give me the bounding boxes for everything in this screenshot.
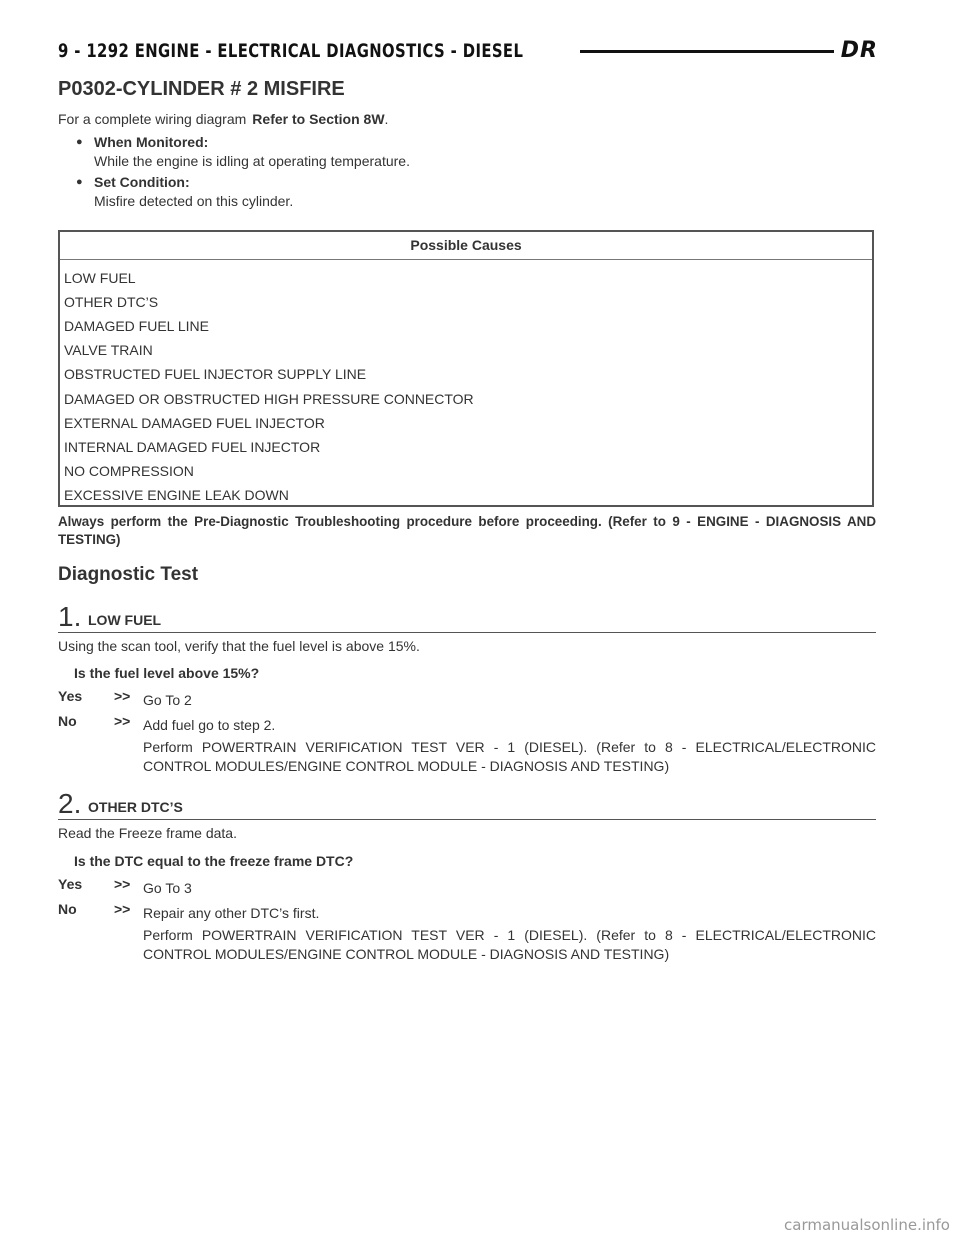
answer-arrow: >> — [114, 876, 131, 892]
cause-item: INTERNAL DAMAGED FUEL INJECTOR — [64, 439, 321, 455]
wiring-reference-link[interactable]: Refer to Section 8W — [252, 111, 385, 127]
cause-item: OBSTRUCTED FUEL INJECTOR SUPPLY LINE — [64, 366, 367, 382]
brand-logo: DR — [840, 38, 878, 63]
answer-arrow: >> — [114, 901, 131, 917]
header-title: 9 - 1292 ENGINE - ELECTRICAL DIAGNOSTICS - DIESEL — [58, 40, 524, 62]
bullet-label: Set Condition: — [94, 174, 190, 190]
answer-no-verification: Perform POWERTRAIN VERIFICATION TEST VER - 1 (DIESEL). (Refer to 8 - ELECTRICAL/ELECTRONIC CONTROL MODULES/ENGINE CONTROL MODULE - DIAGNOSIS AND TESTING) — [143, 927, 876, 962]
answer-arrow: >> — [114, 713, 131, 729]
answer-no-label: No — [58, 713, 77, 729]
cause-item: OTHER DTC’S — [64, 294, 159, 310]
page-header — [58, 36, 878, 66]
bullet-dot-icon: ● — [76, 176, 83, 188]
cause-item: EXTERNAL DAMAGED FUEL INJECTOR — [64, 415, 325, 431]
answer-yes-action: Go To 3 — [143, 880, 192, 896]
bullet-value: While the engine is idling at operating temperature. — [94, 153, 410, 169]
bullet-dot-icon: ● — [76, 136, 83, 148]
intro-text: For a complete wiring diagram — [58, 111, 247, 127]
step-title: LOW FUEL — [88, 612, 162, 628]
step-number: 2. — [58, 788, 82, 819]
bullet-value: Misfire detected on this cylinder. — [94, 193, 294, 209]
intro-suffix: . — [384, 111, 389, 127]
answer-yes-label: Yes — [58, 688, 83, 704]
cause-item: EXCESSIVE ENGINE LEAK DOWN — [64, 487, 289, 503]
answer-no-action: Add fuel go to step 2. — [143, 717, 276, 733]
cause-item: LOW FUEL — [64, 270, 136, 286]
step-divider — [58, 632, 876, 633]
cause-item: DAMAGED FUEL LINE — [64, 318, 209, 334]
step-instruction: Read the Freeze frame data. — [58, 825, 237, 841]
cause-item: NO COMPRESSION — [64, 463, 194, 479]
step-title: OTHER DTC’S — [88, 799, 183, 815]
step-divider — [58, 819, 876, 820]
bullet-label: When Monitored: — [94, 134, 209, 150]
cause-item: DAMAGED OR OBSTRUCTED HIGH PRESSURE CONNECTOR — [64, 391, 474, 407]
header-rule — [580, 50, 834, 53]
step-question: Is the fuel level above 15%? — [74, 665, 260, 681]
answer-no-action: Repair any other DTC’s first. — [143, 905, 320, 921]
cause-item: VALVE TRAIN — [64, 342, 153, 358]
site-watermark: carmanualsonline.info — [784, 1216, 950, 1234]
diagnostic-test-title: Diagnostic Test — [58, 564, 199, 585]
answer-yes-label: Yes — [58, 876, 83, 892]
causes-header: Possible Causes — [60, 232, 872, 260]
step-instruction: Using the scan tool, verify that the fuel level is above 15%. — [58, 638, 420, 654]
page-title: P0302-CYLINDER # 2 MISFIRE — [58, 78, 345, 100]
answer-no-label: No — [58, 901, 77, 917]
answer-yes-action: Go To 2 — [143, 692, 192, 708]
answer-no-verification: Perform POWERTRAIN VERIFICATION TEST VER - 1 (DIESEL). (Refer to 8 - ELECTRICAL/ELECTRONIC CONTROL MODULES/ENGINE CONTROL MODULE - DIAGNOSIS AND TESTING) — [143, 739, 876, 774]
step-number: 1. — [58, 601, 82, 632]
wiring-intro — [58, 111, 388, 127]
pre-diagnostic-note: Always perform the Pre-Diagnostic Troubleshooting procedure before proceeding. (Refer to 9 - ENGINE - DIAGNOSIS AND TESTING) — [58, 514, 876, 547]
step-question: Is the DTC equal to the freeze frame DTC? — [74, 853, 354, 869]
answer-arrow: >> — [114, 688, 131, 704]
possible-causes-table — [58, 230, 874, 507]
